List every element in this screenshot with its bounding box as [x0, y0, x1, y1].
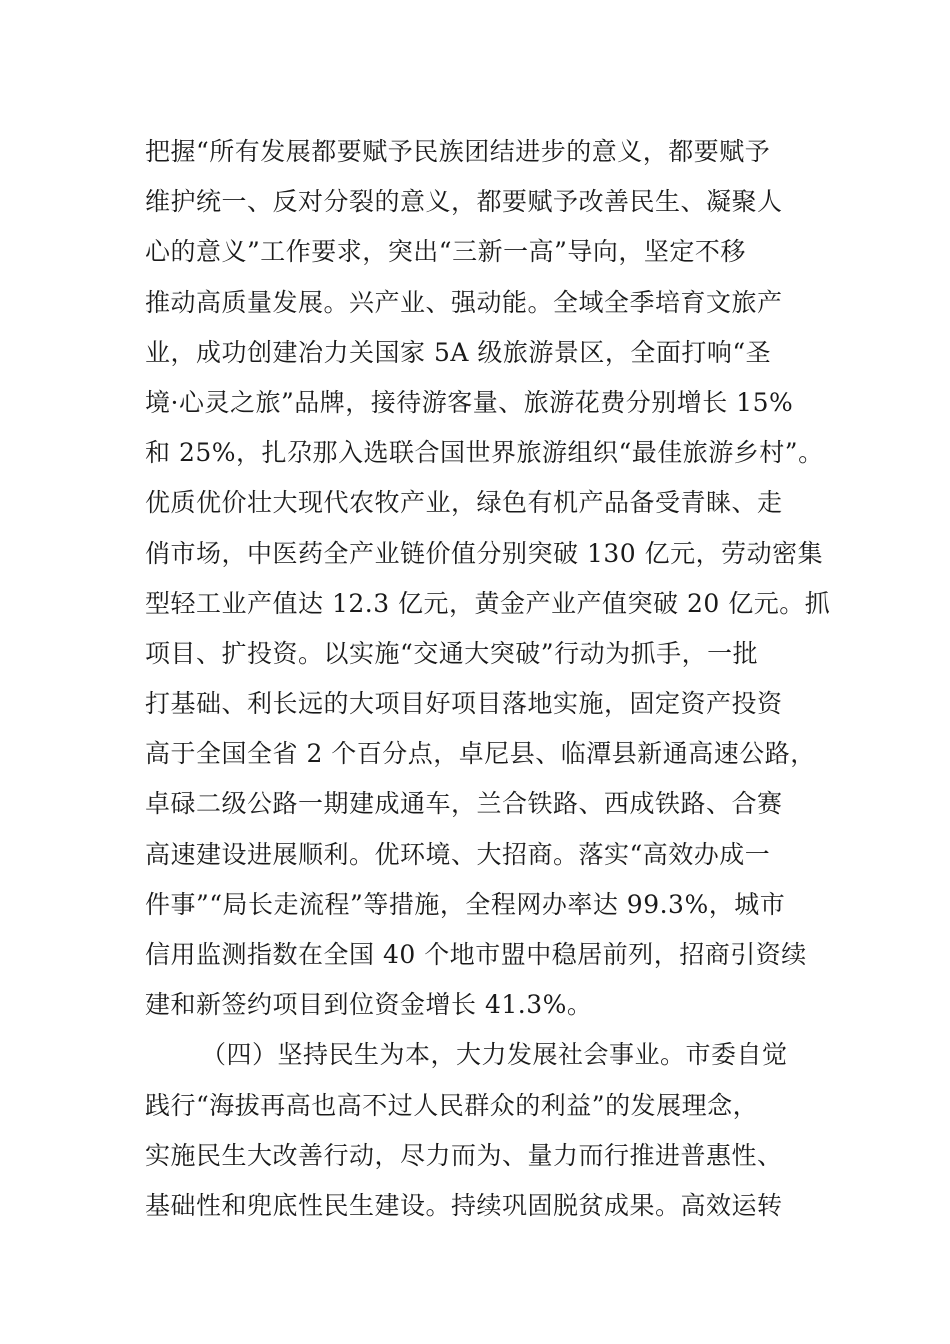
text-line: 实施民生大改善行动，尽力而为、量力而行推进普惠性、	[145, 1140, 783, 1170]
text-line: 和 25%，扎尕那入选联合国世界旅游组织“最佳旅游乡村”。	[145, 438, 824, 468]
body-text	[145, 127, 831, 1231]
text-line: 项目、扩投资。以实施“交通大突破”行动为抓手，一批	[145, 638, 759, 668]
text-line: 践行“海拔再高也高不过人民群众的利益”的发展理念，	[145, 1090, 759, 1120]
text-line: 信用监测指数在全国 40 个地市盟中稳居前列，招商引资续	[145, 940, 807, 969]
text-line: 俏市场，中医药全产业链价值分别突破 130 亿元，劳动密集	[145, 538, 824, 568]
text-line: 高于全国全省 2 个百分点，卓尼县、临潭县新通高速公路，	[145, 739, 816, 769]
text-line: 卓碌二级公路一期建成通车，兰合铁路、西成铁路、合赛	[145, 789, 783, 819]
text-line: 型轻工业产值达 12.3 亿元，黄金产业产值突破 20 亿元。抓	[145, 588, 831, 618]
text-line: 业，成功创建冶力关国家 5A 级旅游景区，全面打响“圣	[145, 337, 772, 367]
text-line: 件事”“局长走流程”等措施，全程网办率达 99.3%，城市	[145, 889, 786, 919]
text-line: 境·心灵之旅”品牌，接待游客量、旅游花费分别增长 15%	[145, 387, 794, 417]
text-line: 打基础、利长远的大项目好项目落地实施，固定资产投资	[145, 689, 783, 719]
section-heading-line: （四）坚持民生为本，大力发展社会事业。市委自觉	[201, 1040, 788, 1070]
text-line: 心的意义”工作要求，突出“三新一高”导向，坚定不移	[145, 237, 746, 267]
text-line: 建和新签约项目到位资金增长 41.3%。	[145, 990, 593, 1020]
text-line: 基础性和兜底性民生建设。持续巩固脱贫成果。高效运转	[145, 1190, 783, 1220]
text-line: 把握“所有发展都要赋予民族团结进步的意义，都要赋予	[145, 137, 771, 166]
text-line: 维护统一、反对分裂的意义，都要赋予改善民生、凝聚人	[145, 187, 783, 217]
text-line: 高速建设进展顺利。优环境、大招商。落实“高效办成一	[145, 839, 771, 869]
text-line: 优质优价壮大现代农牧产业，绿色有机产品备受青睐、走	[145, 488, 783, 518]
text-line: 推动高质量发展。兴产业、强动能。全域全季培育文旅产	[145, 287, 783, 317]
